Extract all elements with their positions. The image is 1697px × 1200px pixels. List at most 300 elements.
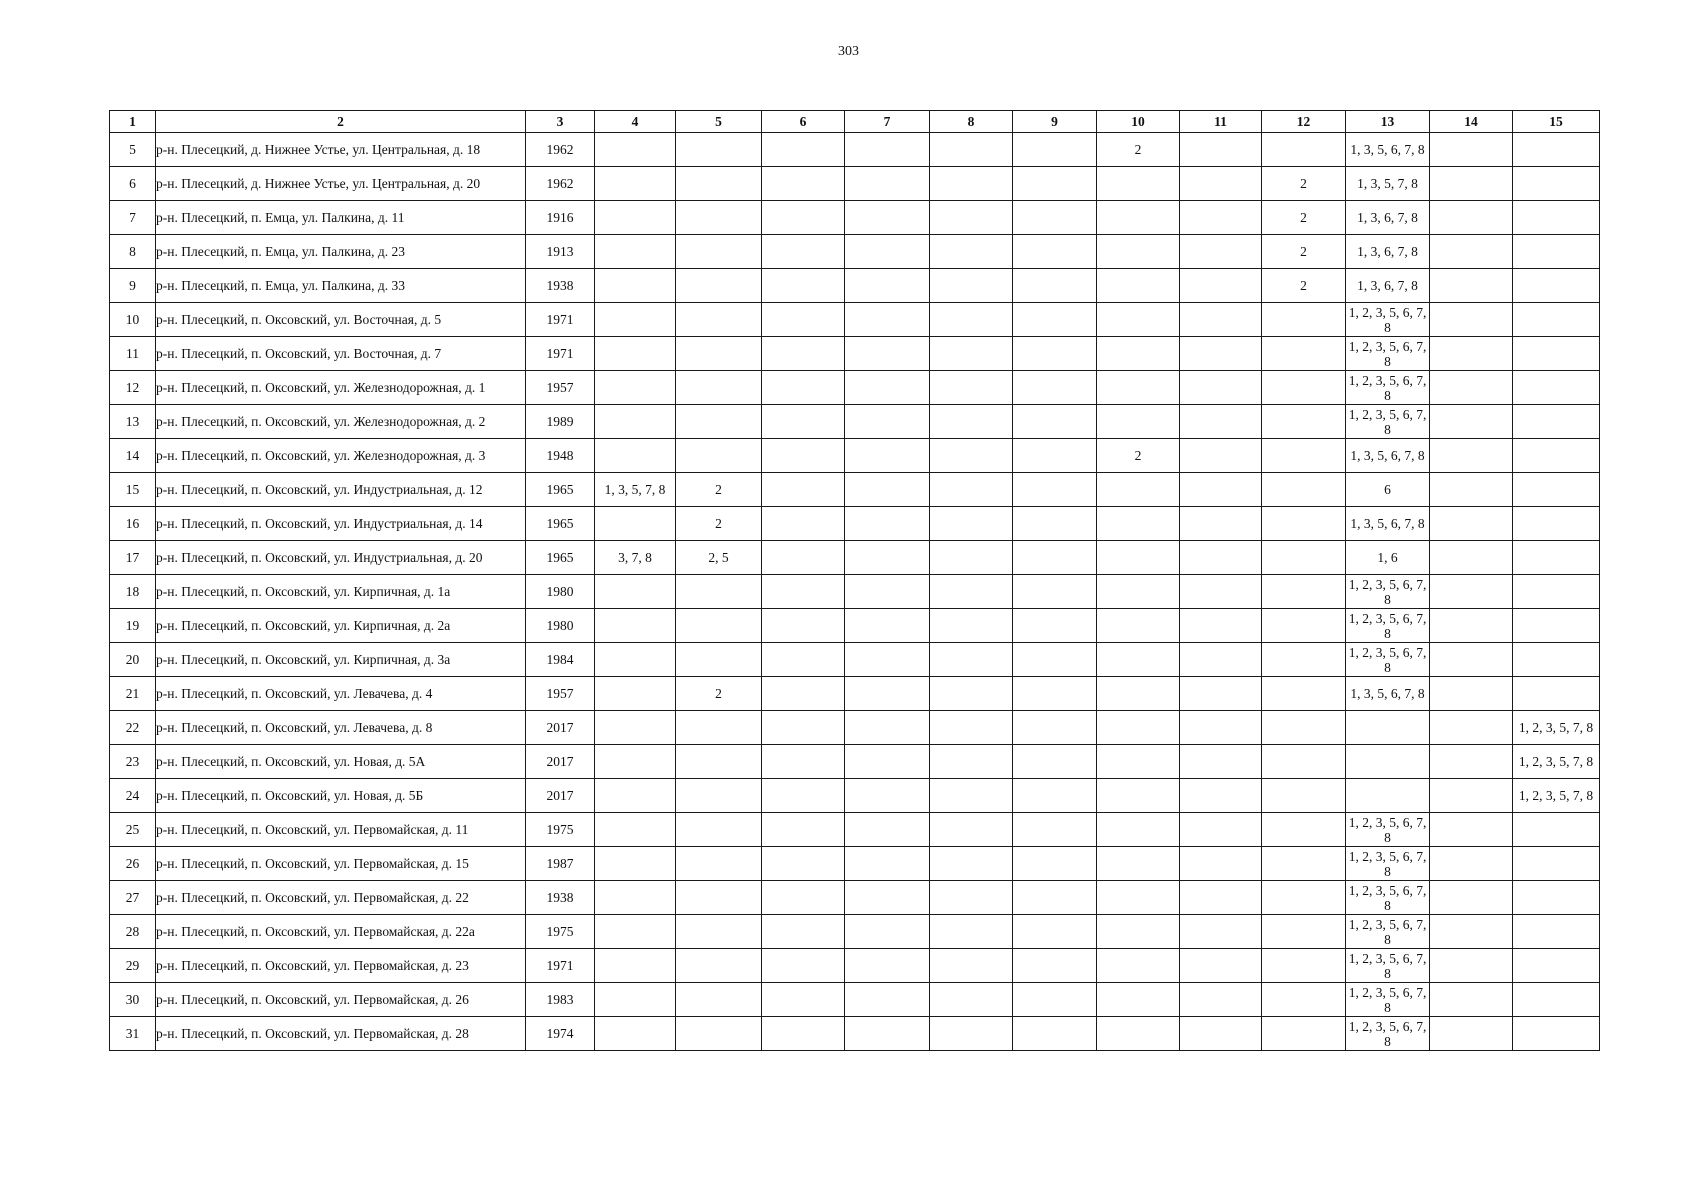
column-header-2: 2 — [156, 111, 526, 133]
table-row — [110, 983, 1600, 1017]
address-cell: р-н. Плесецкий, п. Оксовский, ул. Левачева, д. 8 — [156, 711, 526, 745]
table-cell: 1975 — [526, 915, 595, 949]
table-cell — [1097, 983, 1180, 1017]
table-cell — [930, 133, 1013, 167]
table-cell — [1513, 371, 1600, 405]
table-cell — [676, 949, 762, 983]
table-cell — [845, 949, 930, 983]
table-cell — [930, 779, 1013, 813]
table-cell — [595, 201, 676, 235]
address-cell: р-н. Плесецкий, п. Оксовский, ул. Первомайская, д. 15 — [156, 847, 526, 881]
table-cell — [595, 881, 676, 915]
table-cell — [762, 677, 845, 711]
address-cell: р-н. Плесецкий, п. Оксовский, ул. Восточная, д. 5 — [156, 303, 526, 337]
table-cell — [1430, 813, 1513, 847]
table-cell — [595, 983, 676, 1017]
table-cell: 24 — [110, 779, 156, 813]
table-cell — [1180, 949, 1262, 983]
table-cell: 1, 2, 3, 5, 6, 7, 8 — [1346, 405, 1430, 439]
table-cell — [1097, 473, 1180, 507]
table-cell — [1013, 303, 1097, 337]
table-cell — [930, 609, 1013, 643]
table-row — [110, 949, 1600, 983]
table-cell: 5 — [110, 133, 156, 167]
column-header-11: 11 — [1180, 111, 1262, 133]
table-cell: 29 — [110, 949, 156, 983]
table-cell: 1913 — [526, 235, 595, 269]
table-cell — [845, 303, 930, 337]
table-cell — [845, 609, 930, 643]
table-cell — [1180, 337, 1262, 371]
table-cell — [1262, 473, 1346, 507]
column-header-9: 9 — [1013, 111, 1097, 133]
table-cell: 1971 — [526, 949, 595, 983]
table-cell: 1971 — [526, 337, 595, 371]
table-cell: 2017 — [526, 779, 595, 813]
table-cell — [845, 745, 930, 779]
table-cell — [595, 813, 676, 847]
table-cell: 25 — [110, 813, 156, 847]
table-cell: 20 — [110, 643, 156, 677]
table-cell — [762, 405, 845, 439]
table-cell — [845, 405, 930, 439]
table-cell: 26 — [110, 847, 156, 881]
table-cell — [1430, 235, 1513, 269]
table-cell: 12 — [110, 371, 156, 405]
table-cell — [676, 133, 762, 167]
table-cell — [930, 405, 1013, 439]
table-cell — [1513, 439, 1600, 473]
table-cell — [1430, 133, 1513, 167]
table-cell — [1513, 235, 1600, 269]
table-cell — [762, 337, 845, 371]
table-cell: 2017 — [526, 711, 595, 745]
table-cell — [1013, 677, 1097, 711]
table-row — [110, 711, 1600, 745]
table-cell — [1097, 745, 1180, 779]
table-cell — [1430, 881, 1513, 915]
table-cell — [1097, 201, 1180, 235]
table-cell — [845, 779, 930, 813]
table-cell — [676, 847, 762, 881]
table-cell — [1180, 609, 1262, 643]
table-cell: 1, 2, 3, 5, 6, 7, 8 — [1346, 949, 1430, 983]
table-cell: 1, 2, 3, 5, 6, 7, 8 — [1346, 847, 1430, 881]
table-cell — [1180, 269, 1262, 303]
table-cell — [1513, 575, 1600, 609]
table-cell — [1097, 847, 1180, 881]
table-cell — [1262, 677, 1346, 711]
table-cell: 7 — [110, 201, 156, 235]
table-cell — [1097, 371, 1180, 405]
table-cell: 14 — [110, 439, 156, 473]
table-row — [110, 609, 1600, 643]
table-cell — [1180, 677, 1262, 711]
table-row — [110, 133, 1600, 167]
table-row — [110, 405, 1600, 439]
table-cell: 1, 3, 5, 6, 7, 8 — [1346, 439, 1430, 473]
table-cell: 16 — [110, 507, 156, 541]
table-cell — [845, 711, 930, 745]
table-row — [110, 813, 1600, 847]
table-cell — [1097, 405, 1180, 439]
table-cell — [1430, 915, 1513, 949]
table-cell — [1430, 779, 1513, 813]
table-cell: 2 — [1262, 201, 1346, 235]
table-cell — [1430, 371, 1513, 405]
table-cell: 1, 3, 6, 7, 8 — [1346, 235, 1430, 269]
table-cell — [1513, 915, 1600, 949]
address-cell: р-н. Плесецкий, п. Оксовский, ул. Первомайская, д. 22 — [156, 881, 526, 915]
table-cell — [1262, 405, 1346, 439]
table-cell — [1513, 609, 1600, 643]
table-cell: 31 — [110, 1017, 156, 1051]
address-cell: р-н. Плесецкий, п. Оксовский, ул. Железнодорожная, д. 2 — [156, 405, 526, 439]
table-cell — [1097, 337, 1180, 371]
table-cell — [1013, 643, 1097, 677]
table-row — [110, 847, 1600, 881]
table-cell — [762, 643, 845, 677]
table-cell — [1097, 813, 1180, 847]
table-cell — [1180, 813, 1262, 847]
table-cell — [930, 541, 1013, 575]
table-cell: 1980 — [526, 575, 595, 609]
table-cell — [1262, 609, 1346, 643]
table-cell: 1987 — [526, 847, 595, 881]
table-cell — [1097, 235, 1180, 269]
table-cell — [676, 235, 762, 269]
address-cell: р-н. Плесецкий, п. Оксовский, ул. Новая, д. 5А — [156, 745, 526, 779]
table-cell — [1262, 133, 1346, 167]
table-cell — [1180, 507, 1262, 541]
table-cell — [676, 371, 762, 405]
table-cell — [1013, 575, 1097, 609]
table-cell — [1013, 881, 1097, 915]
table-cell — [1180, 745, 1262, 779]
table-cell — [845, 983, 930, 1017]
table-cell — [1346, 745, 1430, 779]
table-cell — [1430, 745, 1513, 779]
table-cell — [676, 269, 762, 303]
table-cell — [762, 915, 845, 949]
table-cell — [1430, 337, 1513, 371]
table-cell — [1430, 201, 1513, 235]
table-cell: 1, 2, 3, 5, 6, 7, 8 — [1346, 1017, 1430, 1051]
table-cell — [676, 609, 762, 643]
table-cell — [1013, 745, 1097, 779]
table-cell — [930, 745, 1013, 779]
table-cell — [1513, 677, 1600, 711]
table-cell — [1513, 1017, 1600, 1051]
table-cell — [676, 915, 762, 949]
table-cell — [930, 439, 1013, 473]
table-cell — [1262, 541, 1346, 575]
table-body — [110, 133, 1600, 1051]
table-cell: 19 — [110, 609, 156, 643]
table-cell — [1013, 371, 1097, 405]
table-cell — [1180, 1017, 1262, 1051]
table-cell — [930, 167, 1013, 201]
table-cell — [1262, 915, 1346, 949]
table-cell: 1965 — [526, 541, 595, 575]
table-cell: 1980 — [526, 609, 595, 643]
table-cell — [930, 881, 1013, 915]
table-cell — [676, 303, 762, 337]
table-cell — [845, 473, 930, 507]
column-header-7: 7 — [845, 111, 930, 133]
table-cell — [595, 711, 676, 745]
table-cell — [1013, 711, 1097, 745]
address-cell: р-н. Плесецкий, п. Оксовский, ул. Левачева, д. 4 — [156, 677, 526, 711]
table-cell — [762, 269, 845, 303]
table-cell — [1262, 847, 1346, 881]
table-cell — [595, 1017, 676, 1051]
table-cell — [1513, 337, 1600, 371]
address-cell: р-н. Плесецкий, п. Оксовский, ул. Железнодорожная, д. 1 — [156, 371, 526, 405]
table-cell — [1262, 813, 1346, 847]
table-cell: 6 — [1346, 473, 1430, 507]
table-cell — [762, 745, 845, 779]
table-cell — [930, 473, 1013, 507]
table-cell — [845, 881, 930, 915]
table-cell — [676, 1017, 762, 1051]
column-header-5: 5 — [676, 111, 762, 133]
table-row — [110, 167, 1600, 201]
table-cell — [1097, 269, 1180, 303]
table-cell: 1938 — [526, 269, 595, 303]
table-cell: 1, 2, 3, 5, 6, 7, 8 — [1346, 609, 1430, 643]
table-cell — [1513, 643, 1600, 677]
table-cell — [845, 847, 930, 881]
table-cell — [1346, 711, 1430, 745]
table-cell — [1013, 507, 1097, 541]
table-cell — [1262, 643, 1346, 677]
table-cell — [762, 371, 845, 405]
table-cell — [1013, 813, 1097, 847]
table-cell: 1962 — [526, 167, 595, 201]
table-cell — [595, 405, 676, 439]
table-cell — [930, 337, 1013, 371]
table-cell — [1262, 949, 1346, 983]
table-cell — [676, 337, 762, 371]
table-cell: 1, 3, 6, 7, 8 — [1346, 201, 1430, 235]
table-cell — [676, 167, 762, 201]
address-cell: р-н. Плесецкий, п. Оксовский, ул. Первомайская, д. 22а — [156, 915, 526, 949]
table-cell — [1262, 575, 1346, 609]
table-cell — [1097, 711, 1180, 745]
address-cell: р-н. Плесецкий, п. Оксовский, ул. Новая, д. 5Б — [156, 779, 526, 813]
table-cell — [595, 847, 676, 881]
table-cell — [1013, 337, 1097, 371]
table-cell — [1513, 813, 1600, 847]
table-cell — [762, 439, 845, 473]
table-cell — [845, 337, 930, 371]
table-cell — [1097, 575, 1180, 609]
table-cell — [1513, 507, 1600, 541]
table-cell: 2 — [1097, 439, 1180, 473]
address-cell: р-н. Плесецкий, п. Оксовский, ул. Индустриальная, д. 14 — [156, 507, 526, 541]
column-header-4: 4 — [595, 111, 676, 133]
table-cell — [1013, 473, 1097, 507]
address-cell: р-н. Плесецкий, п. Оксовский, ул. Первомайская, д. 28 — [156, 1017, 526, 1051]
table-cell — [595, 745, 676, 779]
table-cell — [762, 983, 845, 1017]
table-cell: 18 — [110, 575, 156, 609]
table-cell — [1097, 915, 1180, 949]
address-cell: р-н. Плесецкий, п. Оксовский, ул. Индустриальная, д. 20 — [156, 541, 526, 575]
table-row — [110, 201, 1600, 235]
address-cell: р-н. Плесецкий, п. Оксовский, ул. Кирпичная, д. 2а — [156, 609, 526, 643]
table-cell — [676, 201, 762, 235]
table-cell — [762, 303, 845, 337]
table-cell — [1097, 167, 1180, 201]
table-cell: 13 — [110, 405, 156, 439]
table-cell — [595, 949, 676, 983]
table-row — [110, 881, 1600, 915]
table-cell — [1430, 167, 1513, 201]
table-cell — [1513, 167, 1600, 201]
table-cell: 1, 6 — [1346, 541, 1430, 575]
table-cell — [1180, 405, 1262, 439]
table-row — [110, 439, 1600, 473]
table-row — [110, 235, 1600, 269]
table-cell: 2 — [1097, 133, 1180, 167]
table-cell — [676, 745, 762, 779]
table-cell: 1, 2, 3, 5, 6, 7, 8 — [1346, 303, 1430, 337]
table-cell — [762, 167, 845, 201]
table-cell — [676, 983, 762, 1017]
table-cell — [762, 813, 845, 847]
table-cell: 15 — [110, 473, 156, 507]
table-cell — [1013, 439, 1097, 473]
table-cell — [762, 507, 845, 541]
table-cell — [762, 779, 845, 813]
table-cell — [930, 983, 1013, 1017]
column-header-14: 14 — [1430, 111, 1513, 133]
table-cell: 2 — [1262, 167, 1346, 201]
table-cell — [1180, 133, 1262, 167]
column-header-1: 1 — [110, 111, 156, 133]
table-cell — [762, 541, 845, 575]
table-cell — [1097, 609, 1180, 643]
table-row — [110, 269, 1600, 303]
table-cell — [845, 575, 930, 609]
table-cell — [1013, 1017, 1097, 1051]
address-cell: р-н. Плесецкий, д. Нижнее Устье, ул. Центральная, д. 18 — [156, 133, 526, 167]
table-cell — [595, 133, 676, 167]
table-cell — [845, 677, 930, 711]
table-cell — [1013, 201, 1097, 235]
table-cell — [1513, 847, 1600, 881]
table-cell: 1, 3, 5, 6, 7, 8 — [1346, 677, 1430, 711]
table-cell — [1513, 949, 1600, 983]
address-cell: р-н. Плесецкий, п. Емца, ул. Палкина, д. 11 — [156, 201, 526, 235]
table-cell — [595, 337, 676, 371]
page-number: 303 — [838, 44, 859, 59]
table-row — [110, 677, 1600, 711]
table-cell — [845, 167, 930, 201]
table-cell — [1180, 439, 1262, 473]
table-cell — [1180, 779, 1262, 813]
table-cell — [1180, 575, 1262, 609]
table-cell: 6 — [110, 167, 156, 201]
table-cell — [930, 915, 1013, 949]
table-cell — [845, 439, 930, 473]
table-cell: 21 — [110, 677, 156, 711]
table-cell — [1097, 643, 1180, 677]
table-cell — [1097, 507, 1180, 541]
table-cell — [1097, 541, 1180, 575]
table-cell — [1013, 235, 1097, 269]
table-row — [110, 745, 1600, 779]
table-cell — [1013, 269, 1097, 303]
table-cell — [1430, 847, 1513, 881]
table-cell — [762, 881, 845, 915]
table-cell: 2 — [1262, 269, 1346, 303]
table-cell — [930, 711, 1013, 745]
column-header-8: 8 — [930, 111, 1013, 133]
table-cell: 2 — [676, 473, 762, 507]
address-cell: р-н. Плесецкий, п. Оксовский, ул. Железнодорожная, д. 3 — [156, 439, 526, 473]
table-cell — [1180, 235, 1262, 269]
table-row — [110, 643, 1600, 677]
column-header-15: 15 — [1513, 111, 1600, 133]
table-cell — [1180, 847, 1262, 881]
table-cell — [595, 575, 676, 609]
table-cell — [595, 371, 676, 405]
table-cell — [762, 133, 845, 167]
table-row — [110, 303, 1600, 337]
table-cell: 1, 3, 5, 7, 8 — [1346, 167, 1430, 201]
table-cell — [930, 201, 1013, 235]
table-cell — [930, 643, 1013, 677]
table-cell — [1513, 405, 1600, 439]
table-cell: 1, 2, 3, 5, 7, 8 — [1513, 711, 1600, 745]
table-row — [110, 507, 1600, 541]
table-cell — [1097, 949, 1180, 983]
table-cell — [1346, 779, 1430, 813]
table-cell: 1, 2, 3, 5, 6, 7, 8 — [1346, 915, 1430, 949]
table-cell — [676, 779, 762, 813]
table-cell — [1430, 983, 1513, 1017]
table-cell — [1262, 337, 1346, 371]
table-cell: 8 — [110, 235, 156, 269]
table-cell — [1097, 1017, 1180, 1051]
table-cell — [762, 949, 845, 983]
table-cell — [595, 507, 676, 541]
table-cell — [1013, 915, 1097, 949]
table-cell — [1180, 881, 1262, 915]
address-cell: р-н. Плесецкий, п. Оксовский, ул. Индустриальная, д. 12 — [156, 473, 526, 507]
table-cell: 1, 3, 5, 7, 8 — [595, 473, 676, 507]
table-cell: 1, 2, 3, 5, 6, 7, 8 — [1346, 813, 1430, 847]
table-cell: 1, 2, 3, 5, 6, 7, 8 — [1346, 337, 1430, 371]
housing-register-table — [109, 110, 1600, 1051]
column-header-6: 6 — [762, 111, 845, 133]
table-cell: 2, 5 — [676, 541, 762, 575]
header-row — [110, 111, 1600, 133]
table-cell — [595, 643, 676, 677]
table-cell: 1971 — [526, 303, 595, 337]
table-cell — [930, 1017, 1013, 1051]
table-cell: 2 — [676, 677, 762, 711]
table-cell — [762, 575, 845, 609]
table-cell: 28 — [110, 915, 156, 949]
table-cell — [676, 711, 762, 745]
table-cell: 1975 — [526, 813, 595, 847]
table-cell — [1430, 541, 1513, 575]
column-header-10: 10 — [1097, 111, 1180, 133]
